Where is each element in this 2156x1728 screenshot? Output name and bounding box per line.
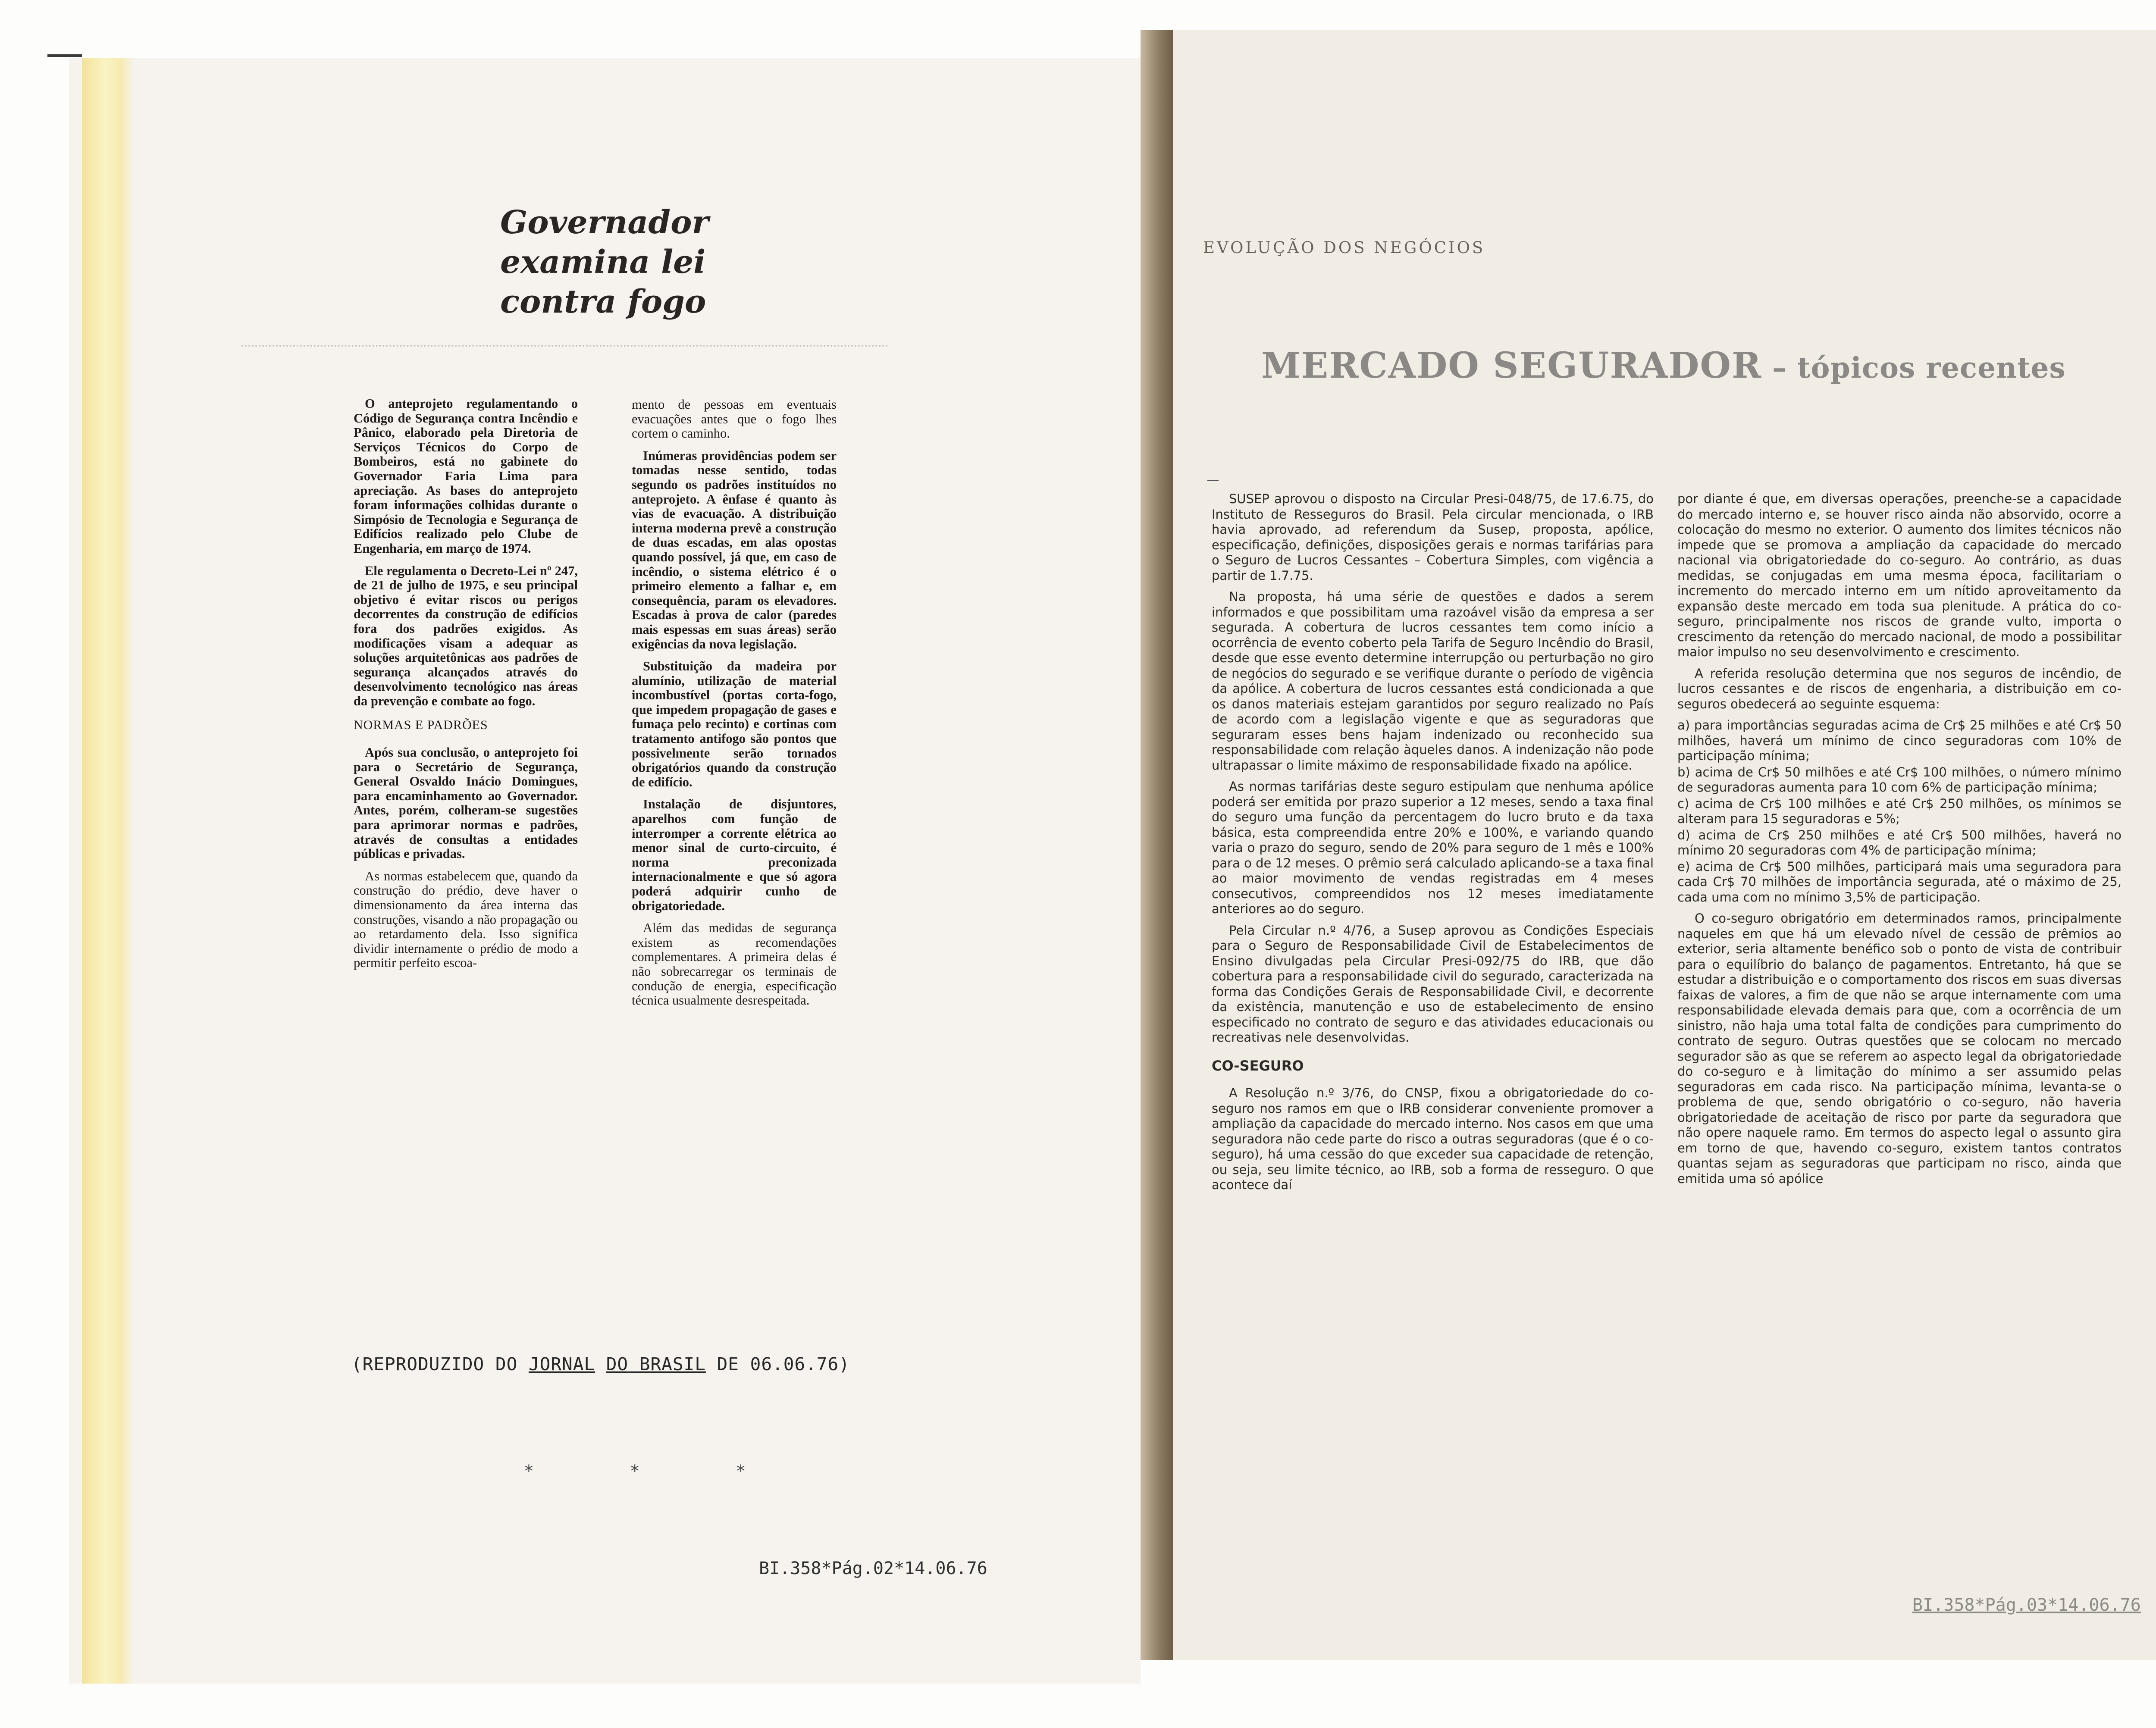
- page-title: [1261, 345, 2066, 386]
- citation-jornal: JORNAL: [528, 1354, 595, 1374]
- citation-prefix: (REPRODUZIDO DO: [351, 1354, 529, 1374]
- list-item: b) acima de Cr$ 50 milhões e até Cr$ 100 milhões, o número mínimo de seguradoras aumenta para 10 com 6% de participação mínima;: [1677, 764, 2122, 795]
- report-paragraph: Na proposta, há uma série de questões e dados a serem informados e que possibilitam uma razoável visão da empresa a ser segurada. A cobertura de lucros cessantes tem como início a ocorrência de evento coberto pela Tarifa de Seguro Incêndio do Brasil, desde que esse evento determine interrupção ou perturbação no giro de negócios do segurado e se verifique durante o período de vigência da apólice. A cobertura de lucros cessantes está condicionada a que os danos materiais estejam garantidos por seguro realizado no País de acordo com a legislação vigente e que as seguradoras que seguraram esses bens hajam indenizado ou reconhecido sua responsabilidade com relação àqueles danos. A indenização não pode ultrapassar o limite máximo de responsabilidade fixado na apólice.: [1212, 589, 1654, 773]
- article-paragraph: mento de pessoas em eventuais evacuações antes que o fogo lhes cortem o caminho.: [632, 397, 837, 441]
- title-main: MERCADO SEGURADOR: [1261, 345, 1762, 386]
- report-column-2: [1677, 491, 2122, 1193]
- list-item: d) acima de Cr$ 250 milhões e até Cr$ 500 milhões, haverá no mínimo 20 seguradoras com 4% de participação mínima;: [1677, 827, 2122, 858]
- report-paragraph: SUSEP aprovou o disposto na Circular Presi-048/75, de 17.6.75, do Instituto de Resseguros do Brasil. Pela circular mencionada, o IRB havia aprovado, ad referendum da Susep, proposta, apólice, especificação, definições, disposições gerais e normas tarifárias para o Seguro de Lucros Cessantes – Cobertura Simples, com vigência a partir de 1.7.75.: [1212, 491, 1654, 583]
- title-subtitle: – tópicos recentes: [1762, 351, 2066, 385]
- citation-suffix: DE 06.06.76): [705, 1354, 850, 1374]
- report-paragraph: por diante é que, em diversas operações, preenche-se a capacidade do mercado interno e, se houver risco ainda não absorvido, ocorre a colocação do mesmo no exterior. O aumento dos limites técnicos não impede que se promova a ampliação da capacidade do mercado nacional via obrigatoriedade do co-seguro. Ao contrário, as duas medidas, se conjugadas em uma mesma época, facilitariam o incremento do mercado interno em um nítido aproveitamento da expansão deste mercado em toda sua plenitude. A prática do co-seguro, principalmente nos riscos de grande vulto, importa o crescimento da retenção do mercado nacional, de modo a possibilitar maior impulso no seu desenvolvimento e crescimento.: [1677, 491, 2122, 659]
- report-paragraph: A Resolução n.º 3/76, do CNSP, fixou a obrigatoriedade do co-seguro nos ramos em que o IRB considerar conveniente promover a ampliação da capacidade do mercado interno. Nos casos em que uma seguradora não cede parte do risco a outras seguradoras (que é o co-seguro), há uma cessão do que exceder sua capacidade de retenção, ou seja, seu limite técnico, ao IRB, sob a forma de resseguro. O que acontece daí: [1212, 1086, 1654, 1192]
- page-identifier-left: BI.358*Pág.02*14.06.76: [759, 1559, 987, 1578]
- article-paragraph: Após sua conclusão, o anteprojeto foi para o Secretário de Segurança, General Osvaldo Inácio Domingues, para encaminhamento ao Governador. Antes, porém, colheram-se sugestões para aprimorar normas e padrões, através de consultas a entidades públicas e privadas.: [354, 745, 578, 861]
- section-break-stars: * * *: [524, 1462, 789, 1481]
- short-rule: [1207, 480, 1219, 481]
- margin-mark: [47, 54, 82, 57]
- article-column-1: [354, 397, 578, 978]
- list-item: a) para importâncias seguradas acima de Cr$ 25 milhões e até Cr$ 50 milhões, haverá um mínimo de cinco seguradoras com 10% de participação mínima;: [1677, 718, 2122, 763]
- article-paragraph: Substituição da madeira por alumínio, utilização de material incombustível (portas corta-fogo, que impedem propagação de gases e fumaça pelo recinto) e cortinas com tratamento antifogo são pontos que possivelmente serão tornados obrigatórios quando da construção de edifício.: [632, 659, 837, 789]
- report-subheading: CO-SEGURO: [1212, 1057, 1304, 1074]
- report-paragraph: A referida resolução determina que nos seguros de incêndio, de lucros cessantes e de riscos de engenharia, a distribuição em co-seguros obedecerá ao seguinte esquema:: [1677, 666, 2122, 711]
- left-page-edge-stain: [82, 58, 134, 1684]
- book-gutter: [1141, 30, 1173, 1660]
- article-headline: [500, 203, 724, 322]
- article-paragraph: Instalação de disjuntores, aparelhos com função de interromper a corrente elétrica ao menor sinal de curto-circuito, é norma preconizada internacionalmente e que só agora poderá adquirir cunho de obrigatoriedade.: [632, 797, 837, 913]
- page-identifier-right: BI.358*Pág.03*14.06.76: [1912, 1595, 2141, 1615]
- headline-line-2: examina lei: [500, 244, 706, 281]
- article-lead-paragraph: O anteprojeto regulamentando o Código de Segurança contra Incêndio e Pânico, elaborado pela Diretoria de Serviços Técnicos do Corpo de Bombeiros, está no gabinete do Governador Faria Lima para apreciação. As bases do anteprojeto foram informações colhidas durante o Simpósio de Tecnologia e Segurança de Edifícios realizado pelo Clube de Engenharia, em março de 1974.: [354, 396, 578, 556]
- list-item: c) acima de Cr$ 100 milhões e até Cr$ 250 milhões, os mínimos se alteram para 15 seguradoras e 5%;: [1677, 796, 2122, 826]
- citation-brasil: BRASIL: [628, 1354, 706, 1374]
- report-paragraph: Pela Circular n.º 4/76, a Susep aprovou as Condições Especiais para o Seguro de Responsabilidade Civil de Estabelecimentos de Ensino divulgadas pela Circular Presi-092/75 do IRB, que dão cobertura para a responsabilidade civil do segurado, caracterizada na forma das Condições Gerais de Responsabilidade Civil, e decorrente da existência, manutenção e uso de estabelecimento de ensino especificado no contrato de seguro e das atividades educacionais ou recreativas nele desenvolvidas.: [1212, 923, 1654, 1045]
- article-paragraph: As normas estabelecem que, quando da construção do prédio, deve haver o dimensionamento da área interna das construções, visando a não propagação ou ao retardamento dela. Isso significa dividir internamente o prédio de modo a permitir perfeito escoa-: [354, 868, 578, 970]
- article-subheading: NORMAS E PADRÕES: [354, 718, 488, 733]
- article-column-2: [632, 398, 837, 1016]
- article-paragraph: Além das medidas de segurança existem as recomendações complementares. A primeira delas é não sobrecarregar os terminais de condução de energia, especificação técnica usualmente desrespeitada.: [632, 920, 837, 1008]
- section-label: EVOLUÇÃO DOS NEGÓCIOS: [1203, 238, 1485, 257]
- article-paragraph: Ele regulamenta o Decreto-Lei nº 247, de 21 de julho de 1975, e seu principal objetivo é evitar riscos ou perigos decorrentes da construção de edifícios fora dos padrões exigidos. As modificações visam a adequar as soluções arquitetônicas aos padrões de segurança alcançados através do desenvolvimento tecnológico nas áreas da prevenção e combate ao fogo.: [354, 563, 578, 708]
- citation-do: DO: [606, 1354, 629, 1374]
- headline-line-3: contra fogo: [500, 283, 706, 320]
- article-paragraph: Inúmeras providências podem ser tomadas nesse sentido, todas segundo os padrões instituídos no anteprojeto. A ênfase é quanto às vias de evacuação. A distribuição interna moderna prevê a construção de duas escadas, em alas opostas quando possível, já que, em caso de incêndio, o sistema elétrico é o primeiro elemento a falhar e, em consequência, param os elevadores. Escadas à prova de calor (paredes mais espessas em suas áreas) serão exigências da nova legislação.: [632, 448, 837, 651]
- headline-line-1: Governador: [500, 204, 709, 241]
- report-paragraph: As normas tarifárias deste seguro estipulam que nenhuma apólice poderá ser emitida por prazo superior a 12 meses, sendo a taxa final do seguro uma função da percentagem do lucro bruto e da taxa básica, esta compreendida entre 20% e 100%, e variando quando varia o prazo do seguro, sendo de 20% para seguro de 1 mês e 100% para o de 12 meses. O prêmio será calculado aplicando-se a taxa final ao maior movimento de vendas registradas em 4 meses consecutivos, compreendidos nos 12 meses imediatamente anteriores ao do seguro.: [1212, 779, 1654, 916]
- report-paragraph: O co-seguro obrigatório em determinados ramos, principalmente naqueles em que há um elevado nível de cessão de prêmios ao exterior, seria altamente benéfico sob o ponto de vista de contribuir para o equilíbrio do balanço de pagamentos. Entretanto, há que se estudar a distribuição e o comportamento dos riscos em suas diversas faixas de valores, a fim de que não se arque internamente com uma responsabilidade elevada demais para que, com a ocorrência de um sinistro, não haja uma total falta de condições para cumprimento do contrato de seguro. Outras questões que se colocam no mercado segurador são as que se referem ao aspecto legal da obrigatoriedade do co-seguro e à limitação do mínimo a ser assumido pelas seguradoras em cada risco. Na participação mínima, levanta-se o problema de que, sendo obrigatório o co-seguro, não haveria obrigatoriedade de aceitação de risco por parte da seguradora que não opere naquele ramo. Em termos do aspecto legal o assunto gira em torno de que, havendo co-seguro, existem tantos contratos quantas sejam as seguradoras que participam no risco, ainda que emitida uma só apólice: [1677, 911, 2122, 1186]
- citation-space: [595, 1354, 606, 1374]
- report-column-1: [1212, 491, 1654, 1199]
- dotted-divider: [241, 345, 888, 347]
- list-item: e) acima de Cr$ 500 milhões, participará mais uma seguradora para cada Cr$ 70 milhões de importância segurada, até o máximo de 25, cada uma com no mínimo 3,5% de participação.: [1677, 859, 2122, 905]
- source-citation: [351, 1354, 869, 1374]
